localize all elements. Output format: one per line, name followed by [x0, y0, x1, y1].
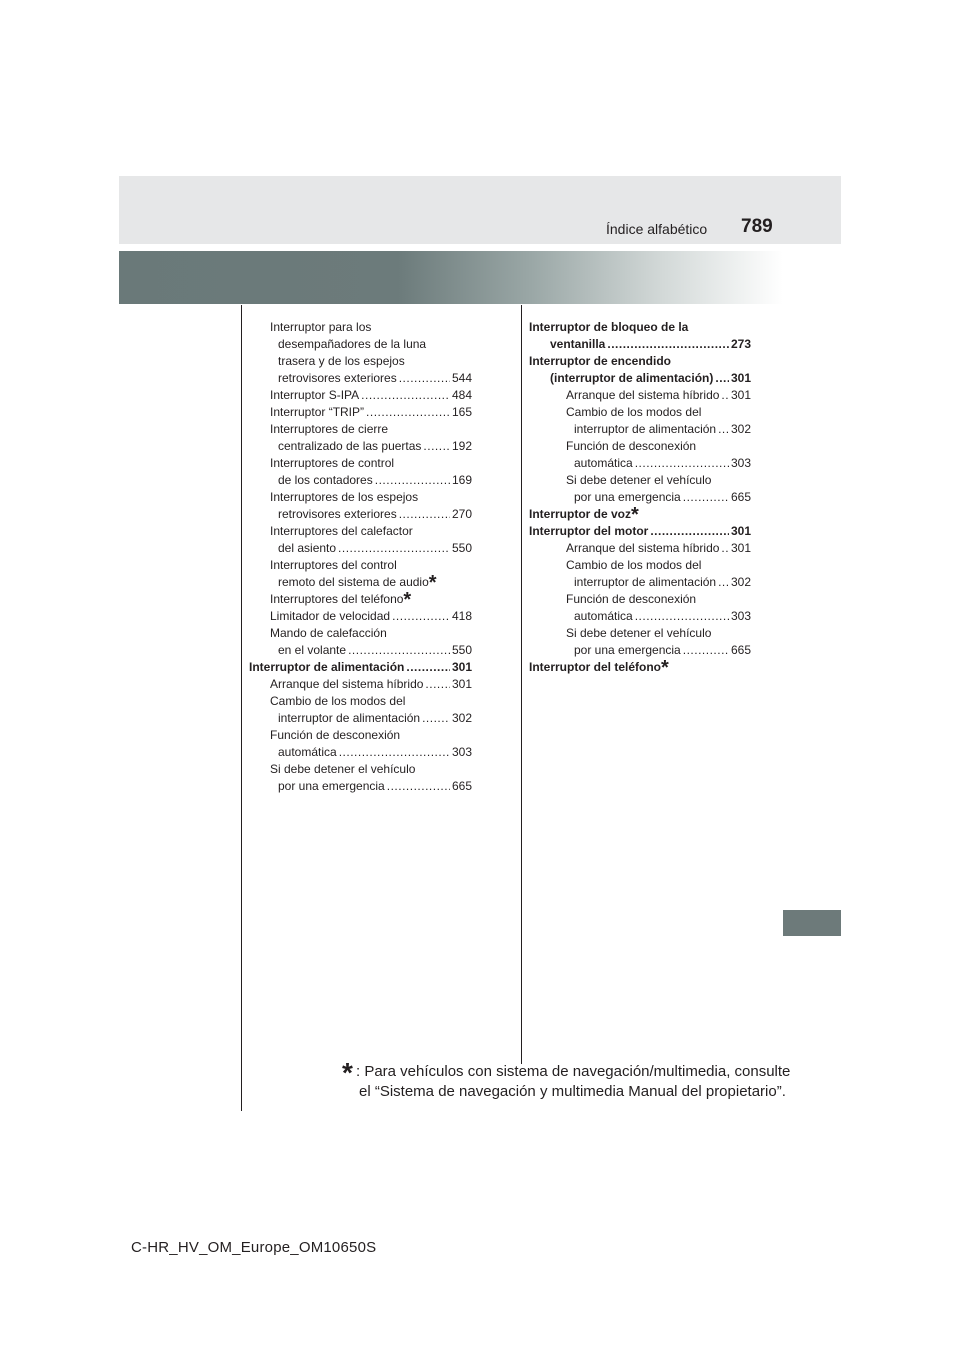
- index-entry-text: desempañadores de la luna: [278, 337, 427, 351]
- index-entry-text: Interruptor para los: [270, 320, 372, 334]
- index-entry-line: [529, 608, 751, 625]
- dot-leader: [635, 608, 729, 625]
- index-entry-line: [249, 693, 472, 710]
- page-reference: 301: [451, 677, 472, 691]
- dot-leader: [361, 387, 450, 404]
- header-gradient-bar: [119, 251, 783, 304]
- dot-leader: [338, 540, 450, 557]
- index-entry-text: interruptor de alimentación: [574, 575, 717, 589]
- index-entry-line: [249, 438, 472, 455]
- index-entry-line: [529, 557, 751, 574]
- footnote-ref-asterisk: *: [661, 657, 669, 679]
- index-entry-line: [249, 572, 472, 594]
- page-number: 789: [741, 216, 773, 237]
- dot-leader: [392, 608, 450, 625]
- index-entry-text: (interruptor de alimentación): [550, 371, 714, 385]
- index-entry-line: [529, 387, 751, 404]
- index-entry-text: interruptor de alimentación: [574, 422, 717, 436]
- page-reference: 302: [730, 422, 751, 436]
- index-entry-text: Función de desconexión: [566, 439, 697, 453]
- page-reference: 165: [451, 405, 472, 419]
- index-entry-line: [249, 761, 472, 778]
- index-entry-line: [529, 438, 751, 455]
- index-entry-line: [529, 625, 751, 642]
- index-entry-line: [249, 625, 472, 642]
- index-entry-line: [249, 353, 472, 370]
- page-reference: 301: [730, 541, 751, 555]
- index-entry-line: [529, 455, 751, 472]
- index-entry-line: [249, 540, 472, 557]
- index-entry-line: [249, 778, 472, 795]
- dot-leader: [721, 387, 729, 404]
- page-reference: 550: [451, 643, 472, 657]
- index-entry-line: [529, 540, 751, 557]
- footnote-ref-asterisk: *: [631, 504, 639, 526]
- index-entry-text: automática: [574, 609, 633, 623]
- index-entry-line: [249, 744, 472, 761]
- index-entry-line: [249, 589, 472, 611]
- page-reference: 303: [451, 745, 472, 759]
- index-entry-text: Interruptor de bloqueo de la: [529, 320, 689, 334]
- index-entry-text: centralizado de las puertas: [278, 439, 422, 453]
- index-entry-text: por una emergencia: [574, 643, 681, 657]
- page-reference: 665: [451, 779, 472, 793]
- index-entry-line: [529, 657, 751, 679]
- index-entry-line: [249, 557, 472, 574]
- index-entry-text: Si debe detener el vehículo: [270, 762, 416, 776]
- dot-leader: [650, 523, 729, 540]
- index-entry-text: ventanilla: [550, 337, 606, 351]
- header-band: [119, 176, 841, 244]
- index-entry-text: Si debe detener el vehículo: [566, 626, 712, 640]
- page-reference: 301: [730, 524, 751, 538]
- page-reference: 270: [451, 507, 472, 521]
- dot-leader: [339, 744, 450, 761]
- dot-leader: [715, 370, 729, 387]
- dot-leader: [375, 472, 450, 489]
- dot-leader: [399, 506, 450, 523]
- index-entry-line: [529, 489, 751, 506]
- index-entry-text: Interruptor S-IPA: [270, 388, 360, 402]
- index-entry-text: Interruptor del teléfono: [529, 660, 661, 674]
- index-entry-text: Interruptor de alimentación: [249, 660, 405, 674]
- index-entry-text: por una emergencia: [278, 779, 385, 793]
- index-entry-line: [249, 608, 472, 625]
- footnote: [342, 1057, 791, 1102]
- page-reference: 301: [730, 388, 751, 402]
- index-entry-text: automática: [278, 745, 337, 759]
- footnote-line-2: el “Sistema de navegación y multimedia Manual del propietario”.: [359, 1083, 786, 1100]
- index-entry-text: Interruptores del calefactor: [270, 524, 413, 538]
- index-entry-text: Interruptores de control: [270, 456, 395, 470]
- page-reference: 301: [730, 371, 751, 385]
- index-entry-text: retrovisores exteriores: [278, 507, 397, 521]
- index-entry-text: en el volante: [278, 643, 347, 657]
- index-entry-line: [249, 455, 472, 472]
- page-reference: 544: [451, 371, 472, 385]
- dot-leader: [387, 778, 450, 795]
- dot-leader: [718, 421, 729, 438]
- index-entry-text: Cambio de los modos del: [566, 558, 702, 572]
- page-reference: 169: [451, 473, 472, 487]
- dot-leader: [683, 489, 729, 506]
- index-entry-line: [529, 642, 751, 659]
- index-entry-text: Arranque del sistema híbrido: [566, 388, 720, 402]
- dot-leader: [425, 676, 450, 693]
- index-entry-text: Interruptor de encendido: [529, 354, 672, 368]
- dot-leader: [366, 404, 450, 421]
- index-column-right: [529, 319, 751, 679]
- index-entry-line: [529, 336, 751, 353]
- index-entry-text: Interruptores de cierre: [270, 422, 389, 436]
- index-entry-text: Mando de calefacción: [270, 626, 387, 640]
- index-entry-line: [529, 353, 751, 370]
- footnote-ref-asterisk: *: [403, 589, 412, 611]
- index-entry-line: [249, 319, 472, 336]
- footnote-line-1: : Para vehículos con sistema de navegación/multimedia, consulte: [356, 1063, 791, 1080]
- index-entry-line: [249, 489, 472, 506]
- index-entry-line: [249, 404, 472, 421]
- index-entry-line: [249, 523, 472, 540]
- index-entry-text: Arranque del sistema híbrido: [270, 677, 424, 691]
- index-column-left: [249, 319, 472, 795]
- index-entry-text: Interruptor “TRIP”: [270, 405, 365, 419]
- index-entry-text: por una emergencia: [574, 490, 681, 504]
- page-reference: 192: [451, 439, 472, 453]
- index-entry-line: [249, 370, 472, 387]
- index-entry-text: Limitador de velocidad: [270, 609, 391, 623]
- index-entry-line: [529, 504, 751, 526]
- index-entry-text: Arranque del sistema híbrido: [566, 541, 720, 555]
- index-entry-text: trasera y de los espejos: [278, 354, 405, 368]
- page-reference: 303: [730, 456, 751, 470]
- dot-leader: [607, 336, 729, 353]
- section-title: Índice alfabético: [606, 221, 708, 237]
- dot-leader: [406, 659, 450, 676]
- page-reference: 665: [730, 490, 751, 504]
- index-entry-text: Interruptor de voz: [529, 507, 632, 521]
- index-entry-text: Si debe detener el vehículo: [566, 473, 712, 487]
- index-entry-text: Interruptores de los espejos: [270, 490, 419, 504]
- page-reference: 303: [730, 609, 751, 623]
- document-id: C-HR_HV_OM_Europe_OM10650S: [131, 1239, 377, 1256]
- section-tab-marker: [783, 910, 841, 936]
- dot-leader: [683, 642, 729, 659]
- index-entry-line: [249, 642, 472, 659]
- page-reference: 665: [730, 643, 751, 657]
- index-entry-line: [249, 506, 472, 523]
- dot-leader: [718, 574, 729, 591]
- index-entry-line: [529, 404, 751, 421]
- index-entry-text: Interruptores del control: [270, 558, 397, 572]
- index-entry-text: remoto del sistema de audio: [278, 575, 429, 589]
- index-entry-text: Cambio de los modos del: [270, 694, 406, 708]
- index-entry-text: automática: [574, 456, 633, 470]
- footnote-ref-asterisk: *: [428, 572, 437, 594]
- page-reference: 273: [730, 337, 751, 351]
- index-entry-line: [529, 370, 751, 387]
- index-entry-line: [529, 472, 751, 489]
- index-entry-text: Interruptores del teléfono: [270, 592, 404, 606]
- dot-leader: [348, 642, 450, 659]
- index-entry-line: [529, 319, 751, 336]
- page-reference: 302: [451, 711, 472, 725]
- index-entry-text: de los contadores: [278, 473, 373, 487]
- index-entry-text: retrovisores exteriores: [278, 371, 397, 385]
- page-reference: 484: [451, 388, 472, 402]
- page-reference: 550: [451, 541, 472, 555]
- index-entry-text: Función de desconexión: [566, 592, 697, 606]
- index-entry-line: [249, 336, 472, 353]
- index-entry-line: [249, 676, 472, 693]
- index-entry-line: [529, 574, 751, 591]
- index-entry-text: interruptor de alimentación: [278, 711, 421, 725]
- dot-leader: [721, 540, 729, 557]
- index-entry-line: [249, 727, 472, 744]
- dot-leader: [422, 710, 450, 727]
- left-margin-rule: [241, 305, 242, 1111]
- dot-leader: [635, 455, 729, 472]
- index-entry-text: Cambio de los modos del: [566, 405, 702, 419]
- index-entry-text: Interruptor del motor: [529, 524, 649, 538]
- index-entry-line: [529, 421, 751, 438]
- column-divider: [521, 305, 522, 1064]
- index-entry-line: [529, 523, 751, 540]
- index-entry-line: [249, 421, 472, 438]
- index-entry-line: [249, 659, 472, 676]
- footnote-asterisk: *: [342, 1057, 353, 1088]
- index-entry-line: [249, 387, 472, 404]
- index-entry-line: [249, 710, 472, 727]
- index-entry-text: del asiento: [278, 541, 337, 555]
- index-entry-line: [249, 472, 472, 489]
- dot-leader: [423, 438, 450, 455]
- page-reference: 418: [451, 609, 472, 623]
- index-entry-line: [529, 591, 751, 608]
- dot-leader: [399, 370, 450, 387]
- page-reference: 302: [730, 575, 751, 589]
- index-entry-text: Función de desconexión: [270, 728, 401, 742]
- page-reference: 301: [451, 660, 472, 674]
